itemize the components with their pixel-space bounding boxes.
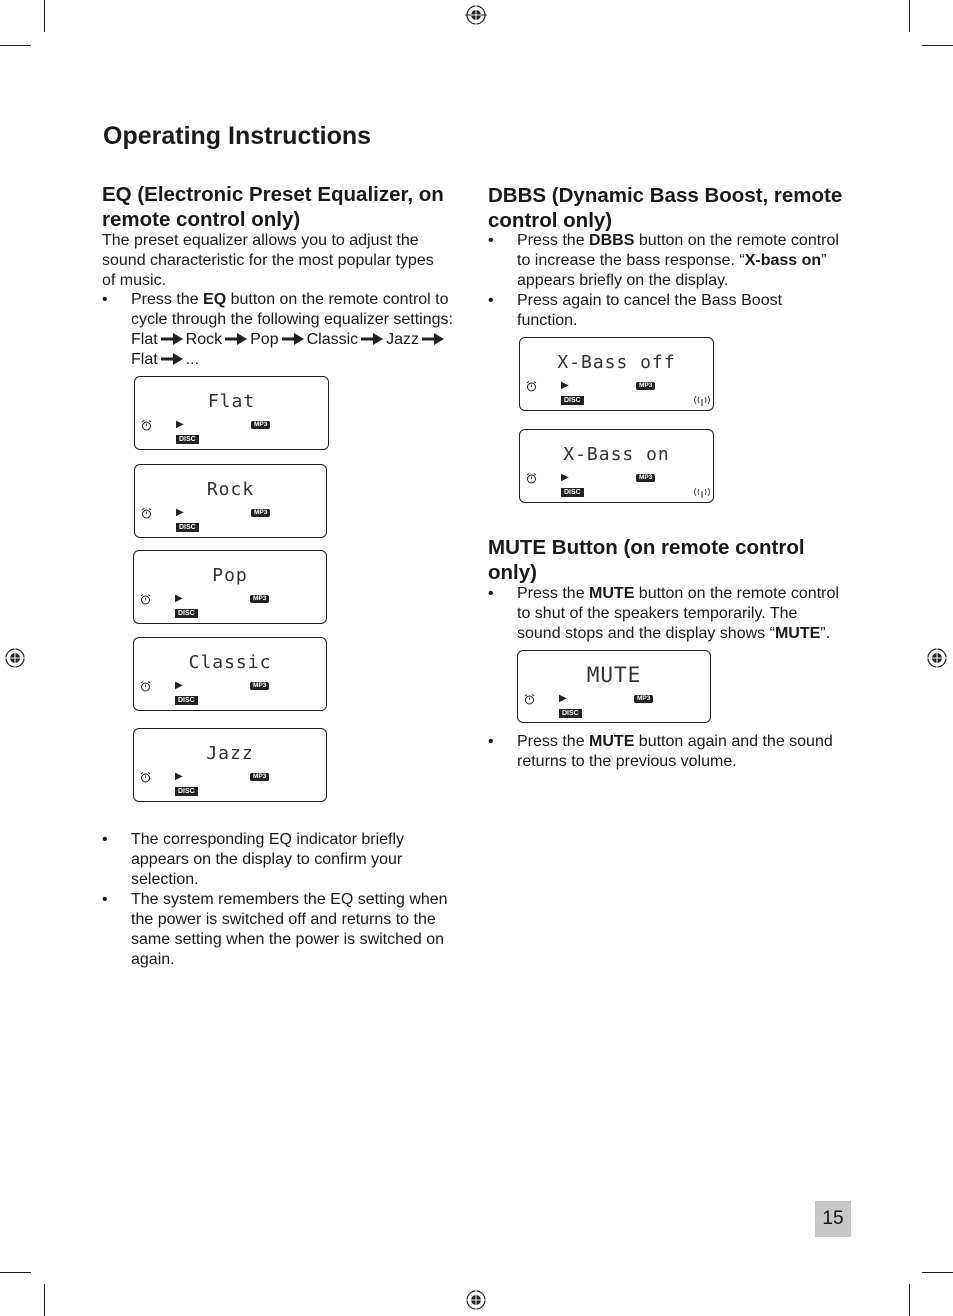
dbbs-heading-line: control only) <box>488 209 613 232</box>
disc-badge: DISC <box>175 696 198 705</box>
eq-mode-flat: Flat <box>131 331 158 348</box>
lcd-text: MUTE <box>586 663 642 687</box>
text-line: to shut of the speakers temporarily. The <box>517 605 798 622</box>
eq-intro-line: of music. <box>102 272 167 289</box>
mute-heading-line: MUTE Button (on remote control <box>488 536 805 559</box>
alarm-clock-icon <box>140 594 151 605</box>
registration-mark-icon <box>4 647 26 669</box>
eq-mode-classic: Classic <box>306 331 359 348</box>
xbass-on-label: X-bass on <box>744 252 822 269</box>
bullet-dot: • <box>102 831 108 848</box>
play-icon: ▶ <box>561 472 569 483</box>
lcd-display-flat <box>134 376 329 450</box>
arrow-right-icon <box>161 333 183 345</box>
alarm-clock-icon <box>140 772 151 783</box>
lcd-display-xbass-on <box>519 429 714 503</box>
crop-mark <box>909 0 910 32</box>
alarm-clock-icon <box>524 694 535 705</box>
bullet-dot: • <box>488 232 494 249</box>
disc-badge: DISC <box>176 523 199 532</box>
eq-heading <box>102 182 482 232</box>
dbbs-bullet-cancel <box>488 291 858 331</box>
arrow-right-icon <box>282 333 304 345</box>
disc-badge: DISC <box>561 488 584 497</box>
disc-badge: DISC <box>176 435 199 444</box>
mute-button-name: MUTE <box>589 733 635 750</box>
text-line: Press again to cancel the Bass Boost <box>517 292 783 309</box>
bullet-dot: • <box>488 292 494 309</box>
text-run: button on the remote control <box>634 232 839 249</box>
text-run: button on the remote control <box>634 585 839 602</box>
eq-button-name: EQ <box>203 291 227 308</box>
text-line: selection. <box>131 871 199 888</box>
text-run: sound stops and the display shows “ <box>517 625 775 642</box>
crop-mark <box>922 1272 953 1273</box>
arrow-right-icon <box>422 333 444 345</box>
text-run: ... <box>185 351 200 368</box>
lcd-text: Jazz <box>206 743 254 764</box>
crop-mark <box>922 45 953 46</box>
alarm-clock-icon <box>141 508 152 519</box>
disc-badge: DISC <box>175 609 198 618</box>
mp3-badge: MP3 <box>634 695 653 703</box>
dbbs-heading-line: DBBS (Dynamic Bass Boost, remote <box>488 184 843 207</box>
crop-mark <box>44 1284 45 1316</box>
eq-heading-line: remote control only) <box>102 208 301 231</box>
mute-button-name: MUTE <box>589 585 635 602</box>
crop-mark <box>0 1272 31 1273</box>
text-run: ”. <box>820 625 831 642</box>
lcd-text: Pop <box>212 565 248 586</box>
eq-mode-rock: Rock <box>185 331 223 348</box>
lcd-display-mute <box>517 650 711 723</box>
arrow-right-icon <box>161 353 183 365</box>
lcd-display-pop <box>133 550 327 624</box>
text-line: appears briefly on the display. <box>517 272 729 289</box>
mp3-badge: MP3 <box>636 474 655 482</box>
eq-bullet-memory <box>102 890 472 970</box>
text-line: cycle through the following equalizer settings: <box>131 311 453 328</box>
lcd-display-xbass-off <box>519 337 714 411</box>
text-line: the power is switched off and returns to the <box>131 911 436 928</box>
eq-mode-jazz: Jazz <box>386 331 420 348</box>
play-icon: ▶ <box>176 507 184 518</box>
antenna-signal-icon <box>693 396 711 406</box>
lcd-display-rock <box>134 464 327 538</box>
page-number: 15 <box>815 1201 851 1237</box>
crop-mark <box>44 0 45 32</box>
lcd-display-jazz <box>133 728 327 802</box>
text-line: again. <box>131 951 175 968</box>
text-run: button again and the sound <box>634 733 833 750</box>
text-run: Press the <box>517 733 590 750</box>
play-icon: ▶ <box>175 680 183 691</box>
eq-intro-line: sound characteristic for the most popular types <box>102 252 434 269</box>
mute-bullet-again <box>488 732 858 772</box>
alarm-clock-icon <box>141 420 152 431</box>
text-run: ” <box>821 252 827 269</box>
text-run: Press the <box>517 585 590 602</box>
bullet-dot: • <box>102 291 108 308</box>
mp3-badge: MP3 <box>636 382 655 390</box>
lcd-text: X-Bass off <box>557 352 676 373</box>
eq-heading-line: EQ (Electronic Preset Equalizer, on <box>102 183 444 206</box>
arrow-right-icon <box>361 333 383 345</box>
eq-mode-flat: Flat <box>131 351 158 368</box>
mute-label: MUTE <box>774 625 821 642</box>
text-run: button on the remote control to <box>226 291 449 308</box>
disc-badge: DISC <box>175 787 198 796</box>
lcd-text: Classic <box>188 652 272 673</box>
play-icon: ▶ <box>175 771 183 782</box>
play-icon: ▶ <box>561 380 569 391</box>
lcd-text: Flat <box>207 391 256 412</box>
mp3-badge: MP3 <box>250 595 269 603</box>
lcd-display-classic <box>133 637 327 711</box>
text-run: Press the <box>517 232 590 249</box>
eq-mode-pop: Pop <box>250 331 279 348</box>
alarm-clock-icon <box>526 381 537 392</box>
bullet-dot: • <box>488 585 494 602</box>
bullet-dot: • <box>102 891 108 908</box>
bullet-dot: • <box>488 733 494 750</box>
arrow-right-icon <box>225 333 247 345</box>
crop-mark <box>0 45 31 46</box>
play-icon: ▶ <box>175 593 183 604</box>
disc-badge: DISC <box>559 709 582 718</box>
dbbs-bullet-press <box>488 231 858 291</box>
registration-mark-icon <box>465 4 487 26</box>
eq-intro-line: The preset equalizer allows you to adjust the <box>102 232 419 249</box>
disc-badge: DISC <box>561 396 584 405</box>
eq-bullet-press <box>102 290 472 370</box>
alarm-clock-icon <box>526 473 537 484</box>
page-title: Operating Instructions <box>103 122 372 150</box>
text-line: appears on the display to confirm your <box>131 851 403 868</box>
alarm-clock-icon <box>140 681 151 692</box>
text-line: function. <box>517 312 578 329</box>
dbbs-heading <box>488 183 868 233</box>
mute-bullet-press <box>488 584 858 644</box>
mp3-badge: MP3 <box>251 421 270 429</box>
eq-intro <box>102 231 482 291</box>
text-line: returns to the previous volume. <box>517 753 737 770</box>
antenna-signal-icon <box>693 488 711 498</box>
crop-mark <box>909 1284 910 1316</box>
lcd-text: Rock <box>206 479 255 500</box>
text-line: The system remembers the EQ setting when <box>131 891 448 908</box>
mp3-badge: MP3 <box>251 509 270 517</box>
mp3-badge: MP3 <box>250 773 269 781</box>
lcd-text: X-Bass on <box>563 444 670 465</box>
play-icon: ▶ <box>176 419 184 430</box>
play-icon: ▶ <box>559 693 567 704</box>
dbbs-button-name: DBBS <box>589 232 635 249</box>
text-run: Press the <box>131 291 204 308</box>
eq-sequence <box>131 330 471 350</box>
text-run: to increase the bass response. “ <box>517 252 745 269</box>
eq-bullet-indicator <box>102 830 472 890</box>
text-line: same setting when the power is switched on <box>131 931 445 948</box>
mute-heading <box>488 535 868 585</box>
mp3-badge: MP3 <box>250 682 269 690</box>
mute-heading-line: only) <box>488 561 537 584</box>
registration-mark-icon <box>465 1289 487 1311</box>
registration-mark-icon <box>926 647 948 669</box>
text-line: The corresponding EQ indicator briefly <box>131 831 405 848</box>
